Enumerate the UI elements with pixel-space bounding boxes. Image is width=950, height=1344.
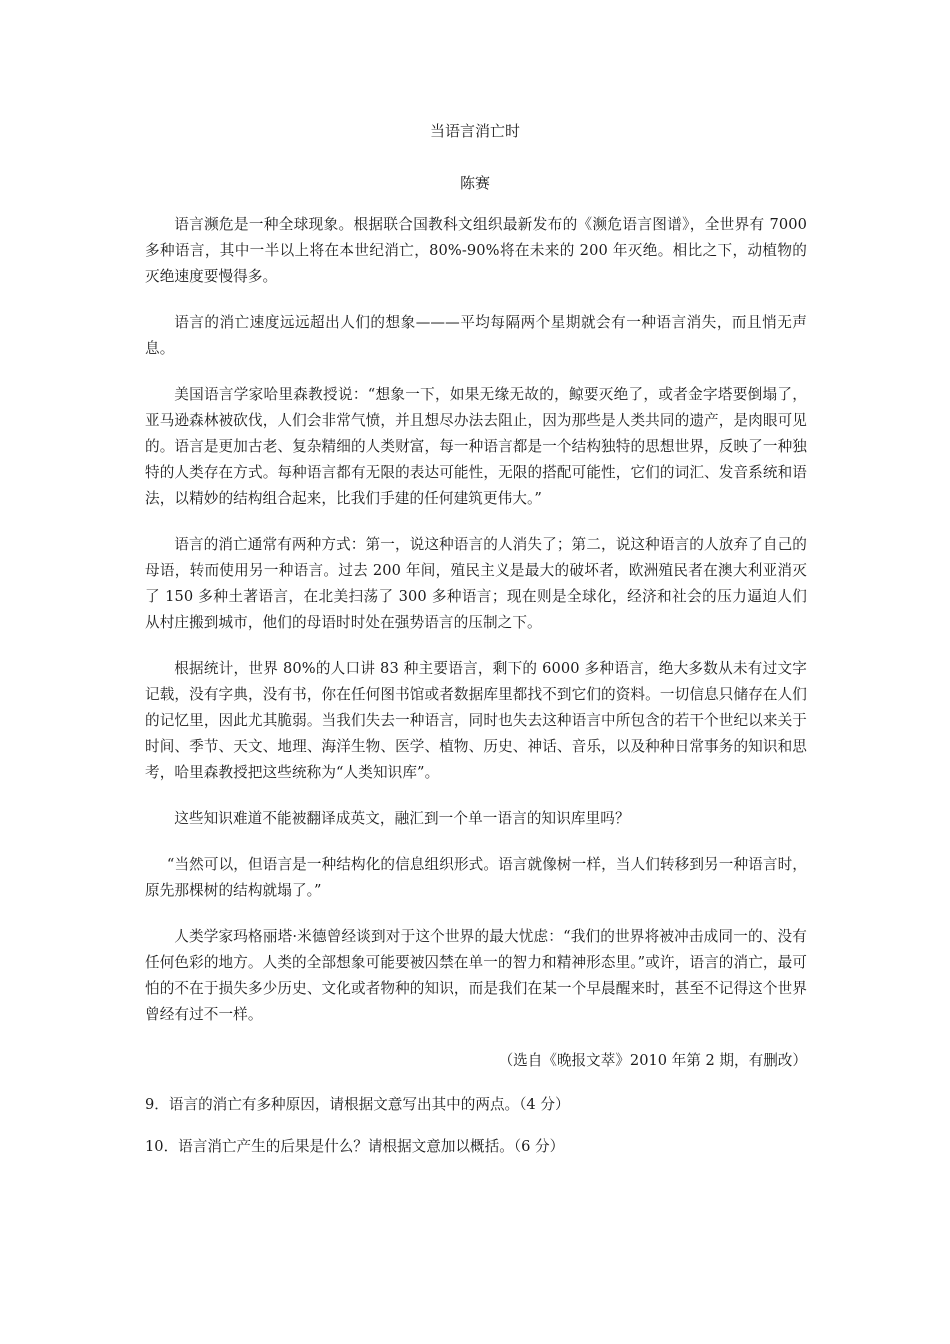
- article-source: （选自《晚报文萃》2010 年第 2 期，有删改）: [498, 1052, 807, 1069]
- paragraph-8: 人类学家玛格丽塔·米德曾经谈到对于这个世界的最大忧虑：“我们的世界将被冲击成同一的、没有任何色彩的地方。人类的全部想象可能要被囚禁在单一的智力和精神形态里。”或许，语言的消亡，最可怕的不在于损失多少历史、文化或者物种的知识，而是我们在某一个早晨醒来时，甚至不记得这个世界曾经有过不一样。: [145, 928, 807, 1023]
- article-title: 当语言消亡时: [429, 122, 520, 140]
- article-author: 陈赛: [459, 174, 490, 192]
- paragraph-2: 语言的消亡速度远远超出人们的想象———平均每隔两个星期就会有一种语言消失，而且悄无声息。: [145, 314, 807, 357]
- question-9: 9．语言的消亡有多种原因，请根据文意写出其中的两点。（4 分）: [145, 1096, 570, 1113]
- paragraph-3: 美国语言学家哈里森教授说：“想象一下，如果无缘无故的，鲸要灭绝了，或者金字塔要倒塌了，亚马逊森林被砍伐，人们会非常气愤，并且想尽办法去阻止，因为那些是人类共同的遗产，是肉眼可见的。语言是更加古老、复杂精细的人类财富，每一种语言都是一个结构独特的思想世界，反映了一种独特的人类存在方式。每种语言都有无限的表达可能性，无限的搭配可能性，它们的词汇、发音系统和语法，以精妙的结构组合起来，比我们手建的任何建筑更伟大。”: [145, 386, 807, 507]
- paragraph-4: 语言的消亡通常有两种方式：第一，说这种语言的人消失了；第二，说这种语言的人放弃了自己的母语，转而使用另一种语言。过去 200 年间，殖民主义是最大的破坏者，欧洲殖民者在澳大利亚消灭了 150 多种土著语言，在北美扫荡了 300 多种语言；现在则是全球化，经济和社会的压力逼迫人们从村庄搬到城市，他们的母语时时处在强势语言的压制之下。: [145, 536, 807, 631]
- article-body: [145, 212, 807, 1176]
- paragraph-7: “当然可以，但语言是一种结构化的信息组织形式。语言就像树一样，当人们转移到另一种语言时，原先那棵树的结构就塌了。”: [145, 856, 807, 899]
- paragraph-6: 这些知识难道不能被翻译成英文，融汇到一个单一语言的知识库里吗？: [174, 810, 630, 827]
- question-10: 10．语言消亡产生的后果是什么？请根据文意加以概括。（6 分）: [145, 1138, 565, 1155]
- paragraph-1: 语言濒危是一种全球现象。根据联合国教科文组织最新发布的《濒危语言图谱》，全世界有 7000 多种语言，其中一半以上将在本世纪消亡，80%-90%将在未来的 200 年灭绝。相比之下，动植物的灭绝速度要慢得多。: [145, 216, 807, 285]
- paragraph-5: 根据统计，世界 80%的人口讲 83 种主要语言，剩下的 6000 多种语言，绝大多数从未有过文字记载，没有字典，没有书，你在任何图书馆或者数据库里都找不到它们的资料。一切信息只储存在人们的记忆里，因此尤其脆弱。当我们失去一种语言，同时也失去这种语言中所包含的若干个世纪以来关于时间、季节、天文、地理、海洋生物、医学、植物、历史、神话、音乐，以及种种日常事务的知识和思考，哈里森教授把这些统称为“人类知识库”。: [145, 660, 807, 781]
